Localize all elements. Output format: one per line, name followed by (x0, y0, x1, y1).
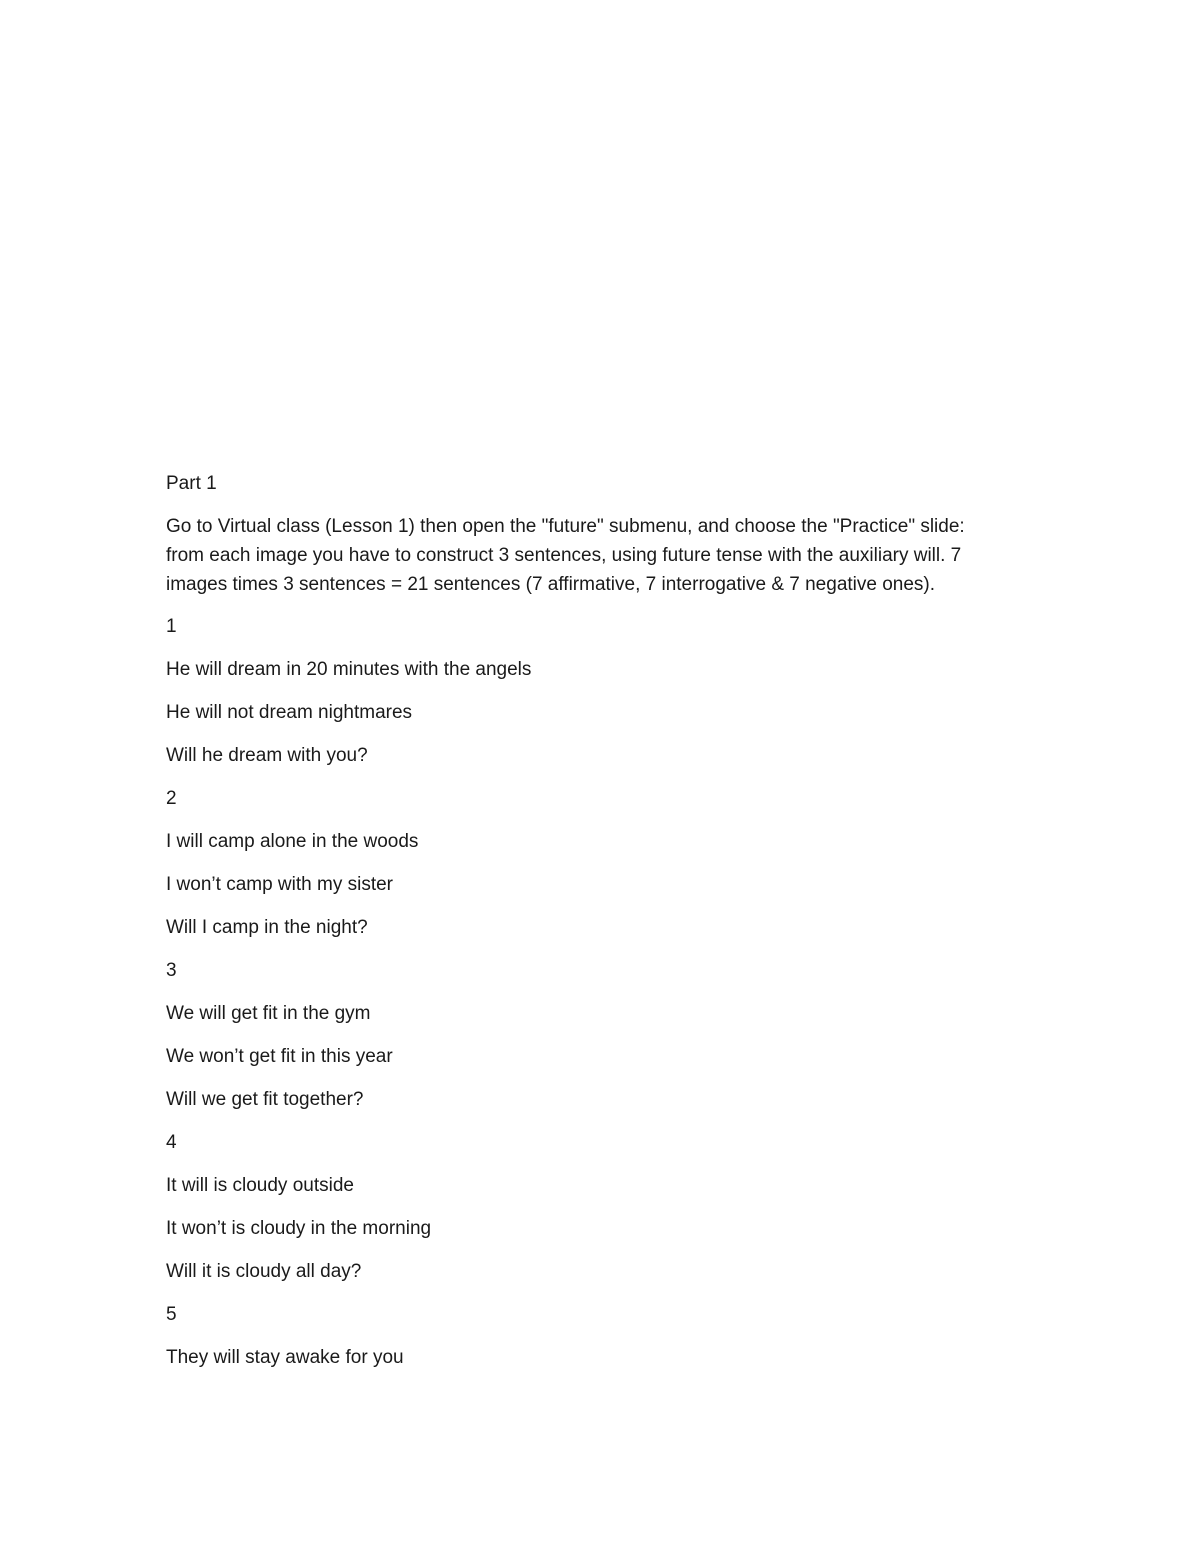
instructions-line: images times 3 sentences = 21 sentences (7 affirmative, 7 interrogative & 7 negative ones). (166, 574, 936, 595)
sentence: I won’t camp with my sister (166, 874, 393, 895)
sentence: Will it is cloudy all day? (166, 1261, 362, 1282)
sentence: Will he dream with you? (166, 745, 368, 766)
sentence: Will I camp in the night? (166, 917, 368, 938)
sentence: It won’t is cloudy in the morning (166, 1218, 432, 1239)
sentence: We won’t get fit in this year (166, 1046, 393, 1067)
sentence: Will we get fit together? (166, 1089, 364, 1110)
instructions-paragraph (166, 512, 1036, 599)
item-number: 2 (166, 788, 177, 809)
document-body (166, 470, 1036, 1387)
sentence: He will not dream nightmares (166, 702, 413, 723)
item-number: 4 (166, 1132, 177, 1153)
sentence: They will stay awake for you (166, 1347, 404, 1368)
item-number: 1 (166, 616, 177, 637)
sentence: He will dream in 20 minutes with the angels (166, 659, 532, 680)
item-number: 5 (166, 1304, 177, 1325)
instructions-line: Go to Virtual class (Lesson 1) then open the "future" submenu, and choose the "Practice" slide: (166, 516, 965, 537)
sentence: I will camp alone in the woods (166, 831, 419, 852)
item-number: 3 (166, 960, 177, 981)
part-heading: Part 1 (166, 473, 217, 494)
sentence: We will get fit in the gym (166, 1003, 371, 1024)
sentence: It will is cloudy outside (166, 1175, 354, 1196)
instructions-line: from each image you have to construct 3 sentences, using future tense with the auxiliary will. 7 (166, 545, 962, 566)
